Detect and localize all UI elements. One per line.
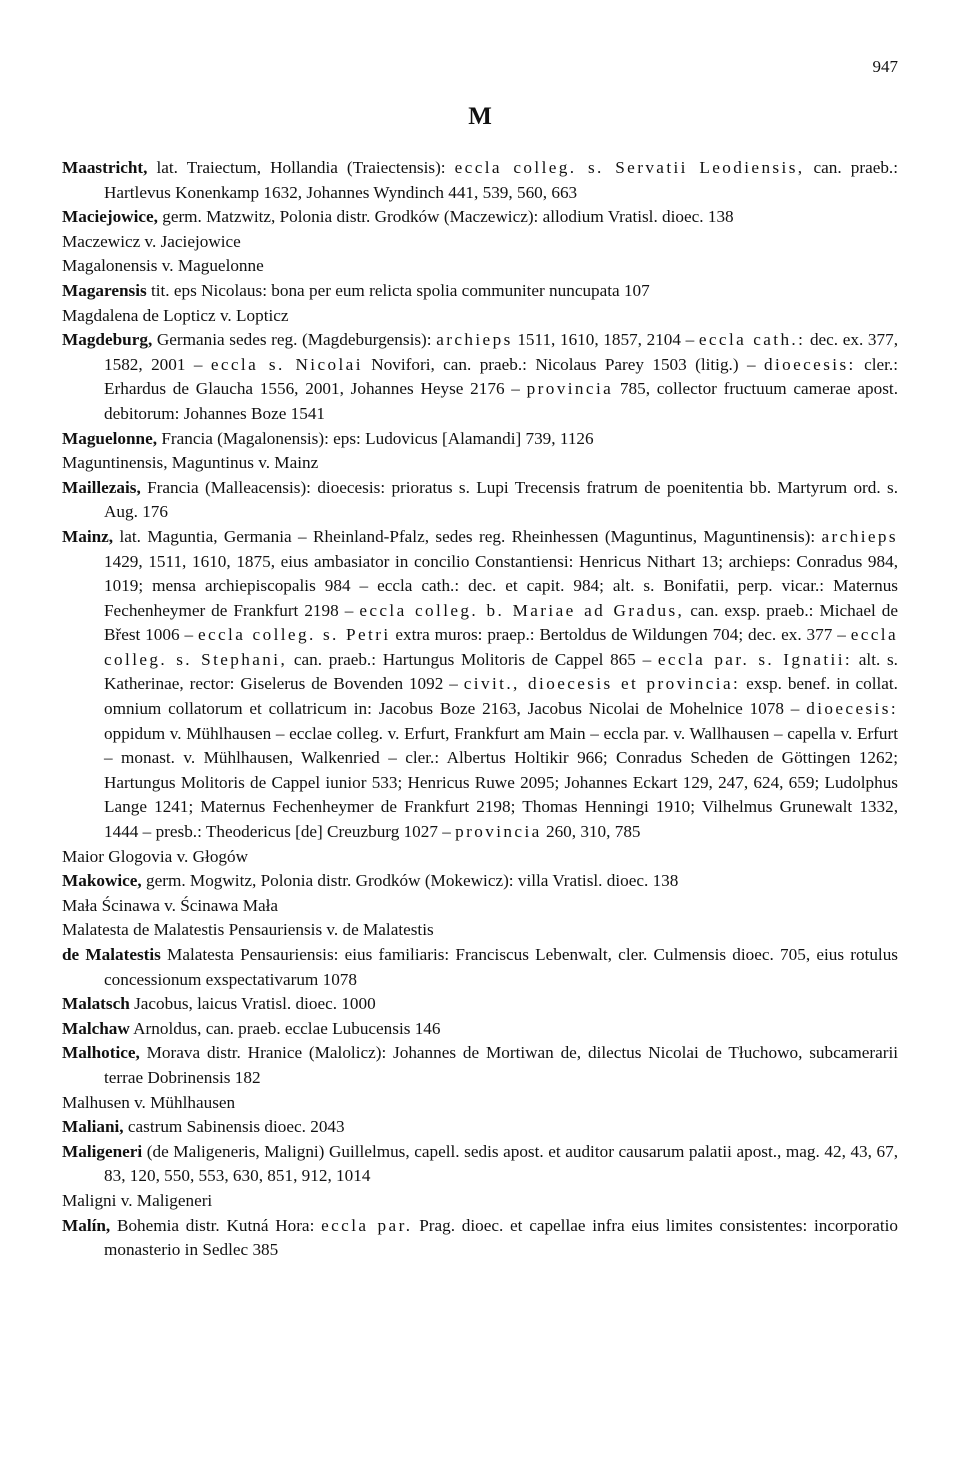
entry-text: exsp. benef. in collat. omnium collatorum et collatricum in: Jacobus Boze 2163, Jacobus Nicolai de Mohelnice 1078 – [104, 674, 898, 719]
entry-headword: de Malatestis [62, 945, 161, 964]
entry-spaced-term: eccla par. [321, 1215, 413, 1235]
entry-headword: Mainz, [62, 526, 114, 546]
index-entry [62, 230, 898, 255]
entry-text: 785, collector fructuum camerae apost. debitorum: Johannes Boze 1541 [104, 379, 898, 423]
entry-spaced-term: eccla colleg. s. Stephani, [104, 625, 898, 669]
entry-spaced-term: eccla par. s. Ignatii: [657, 649, 853, 669]
entry-text: Francia (Malleacensis): dioecesis: prioratus s. Lupi Trecensis fratrum de poenitentia bb. Martyrum ord. s. Aug. 176 [104, 477, 898, 522]
index-entry [62, 894, 898, 919]
entry-text: Maczewicz v. Jaciejowice [62, 231, 241, 251]
entry-spaced-term: civit., dioecesis et provincia: [463, 674, 741, 694]
entry-headword: Magdeburg, [62, 330, 153, 350]
index-entry [62, 451, 898, 476]
entry-text: Malatesta de Malatestis Pensauriensis v. de Malatestis [62, 920, 434, 940]
index-entry [62, 869, 898, 894]
entry-text: Germania sedes reg. (Magdeburgensis): [152, 330, 437, 350]
index-entry [62, 156, 898, 205]
index-entry [62, 918, 898, 943]
index-entry [62, 279, 898, 304]
entry-text: 260, 310, 785 [541, 822, 641, 842]
index-entry [62, 943, 898, 992]
entry-text: 1511, 1610, 1857, 2104 – [512, 330, 699, 350]
entry-text: Arnoldus, can. praeb. ecclae Lubucensis 146 [129, 1018, 441, 1038]
entry-text: lat. Traiectum, Hollandia (Traiectensis): [147, 158, 455, 177]
entry-text: Prag. dioec. et capellae infra eius limites consistentes: incorporatio monasterio in Sedlec 385 [104, 1215, 898, 1260]
entry-text: Magdalena de Lopticz v. Lopticz [62, 305, 289, 325]
entry-headword: Magarensis [62, 280, 147, 300]
entry-text: castrum Sabinensis dioec. 2043 [123, 1117, 345, 1137]
entry-headword: Maguelonne, [62, 428, 158, 448]
entry-text: cler.: Erhardus de Glaucha 1556, 2001, Johannes Heyse 2176 – [104, 354, 899, 399]
index-entry [62, 304, 898, 329]
entry-spaced-term: eccla colleg. s. Petri [197, 625, 391, 645]
entry-text: tit. eps Nicolaus: bona per eum relicta spolia communiter nuncupata 107 [146, 280, 650, 300]
entry-text: Francia (Magalonensis): eps: Ludovicus [Alamandi] 739, 1126 [157, 428, 594, 448]
entry-text: Bohemia distr. Kutná Hora: [110, 1215, 322, 1235]
entry-text: alt. s. Katherinae, rector: Giselerus de Bovenden 1092 – [104, 649, 898, 694]
entry-text: dec. ex. 377, 1582, 2001 – [104, 330, 898, 374]
entry-text: can. praeb.: Hartlevus Konenkamp 1632, Johannes Wyndinch 441, 539, 560, 663 [104, 158, 898, 202]
index-entry [62, 1115, 898, 1140]
entry-text: Maior Glogovia v. Głogów [62, 846, 249, 866]
entry-headword: Maligeneri [62, 1141, 143, 1161]
entry-spaced-term: archieps [821, 526, 898, 546]
entry-headword: Maastricht, [62, 158, 148, 177]
entry-text: Maligni v. Maligeneri [62, 1190, 213, 1210]
index-entry [62, 254, 898, 279]
entry-spaced-term: dioecesis: [763, 354, 856, 374]
entry-text: extra muros: praep.: Bertoldus de Wildungen 704; dec. ex. 377 – [390, 625, 851, 645]
entry-text: lat. Maguntia, Germania – Rheinland-Pfalz, sedes reg. Rheinhessen (Maguntinus, Maguntinensis): [113, 526, 822, 546]
entry-text: Malatesta Pensauriensis: eius familiaris: Franciscus Lebenwalt, cler. Culmensis dioec. 705, eius rotulus concessionum exspectativarum 1078 [104, 945, 898, 989]
entry-text: Jacobus, laicus Vratisl. dioec. 1000 [129, 994, 376, 1014]
index-entry [62, 1091, 898, 1116]
index-entry [62, 427, 898, 452]
entry-headword: Malchaw [62, 1018, 130, 1038]
entry-spaced-term: archieps [436, 330, 513, 350]
entry-spaced-term: eccla cath.: [698, 330, 806, 350]
page-number: 947 [872, 57, 898, 76]
index-entries [62, 156, 898, 1263]
entry-text: Magalonensis v. Maguelonne [62, 256, 264, 276]
index-entry [62, 845, 898, 870]
entry-headword: Maciejowice, [62, 207, 158, 227]
index-entry [62, 1017, 898, 1042]
entry-spaced-term: eccla colleg. s. Servatii Leodiensis, [454, 158, 805, 177]
entry-text: Maguntinensis, Maguntinus v. Mainz [62, 453, 319, 473]
index-entry [62, 328, 898, 426]
index-entry [62, 1041, 898, 1090]
entry-text: Malhusen v. Mühlhausen [62, 1092, 236, 1112]
index-entry [62, 525, 898, 845]
entry-spaced-term: eccla colleg. b. Mariae ad Gradus, [359, 600, 685, 620]
index-entry [62, 205, 898, 230]
entry-text: germ. Mogwitz, Polonia distr. Grodków (Mokewicz): villa Vratisl. dioec. 138 [141, 871, 679, 891]
entry-headword: Malín, [62, 1215, 111, 1235]
entry-text: can. exsp. praeb.: Michael de Břest 1006 – [104, 600, 899, 645]
index-entry [62, 476, 898, 525]
entry-spaced-term: dioecesis: [806, 699, 898, 719]
entry-text: can. praeb.: Hartungus Molitoris de Cappel 865 – [287, 649, 658, 669]
entry-headword: Malhotice, [62, 1043, 140, 1063]
entry-headword: Malatsch [62, 994, 130, 1014]
entry-headword: Maliani, [62, 1117, 124, 1137]
index-entry [62, 1214, 898, 1263]
entry-headword: Maillezais, [62, 477, 141, 497]
entry-text: Mała Ścinawa v. Ścinawa Mała [62, 895, 279, 915]
entry-text: oppidum v. Mühlhausen – ecclae colleg. v. Erfurt, Frankfurt am Main – eccla par. v. Wallhausen – capella v. Erfurt – monast. v. Mühlhausen, Walkenried – cler.: Albertus Holtikir 966; Conradus Scheden de Göttingen 1262; Hartungus Molitoris de Cappel iunior 533; Henricus Ruwe 2095; Johannes Eckart 129, 247, 624, 659; Ludolphus Lange 1241; Maternus Fechenheymer de Frankfurt 2198; Thomas Henningi 1910; Vilhelmus Grunewalt 1332, 1444 – presb.: Theodericus [de] Creuzburg 1027 – [104, 723, 898, 842]
entry-spaced-term: provincia [455, 822, 542, 842]
entry-spaced-term: eccla s. Nicolai [210, 354, 363, 374]
entry-text: germ. Matzwitz, Polonia distr. Grodków (Maczewicz): allodium Vratisl. dioec. 138 [157, 207, 734, 227]
entry-spaced-term: provincia [526, 379, 614, 399]
entry-text: 1429, 1511, 1610, 1875, eius ambasiator in concilio Constantiensi: Henricus Nithart 13; archieps: Conradus 984, 1019; mensa archiepiscopalis 984 – eccla cath.: dec. et capit. 984; alt. s. Bonifatii, perp. vicar.: Maternus Fechenheymer de Frankfurt 2198 – [104, 551, 898, 620]
section-letter-heading: M [468, 103, 492, 130]
entry-text: Morava distr. Hranice (Malolicz): Johannes de Mortiwan de, dilectus Nicolai de Tłuchowo, subcamerarii terrae Dobrinensis 182 [104, 1043, 898, 1087]
entry-text: (de Maligeneris, Maligni) Guillelmus, capell. sedis apost. et auditor causarum palatii apost., mag. 42, 43, 67, 83, 120, 550, 553, 630, 851, 912, 1014 [104, 1141, 898, 1186]
index-entry [62, 1140, 898, 1189]
entry-text: Novifori, can. praeb.: Nicolaus Parey 1503 (litig.) – [362, 354, 764, 374]
index-entry [62, 992, 898, 1017]
index-entry [62, 1189, 898, 1214]
entry-headword: Makowice, [62, 871, 142, 891]
